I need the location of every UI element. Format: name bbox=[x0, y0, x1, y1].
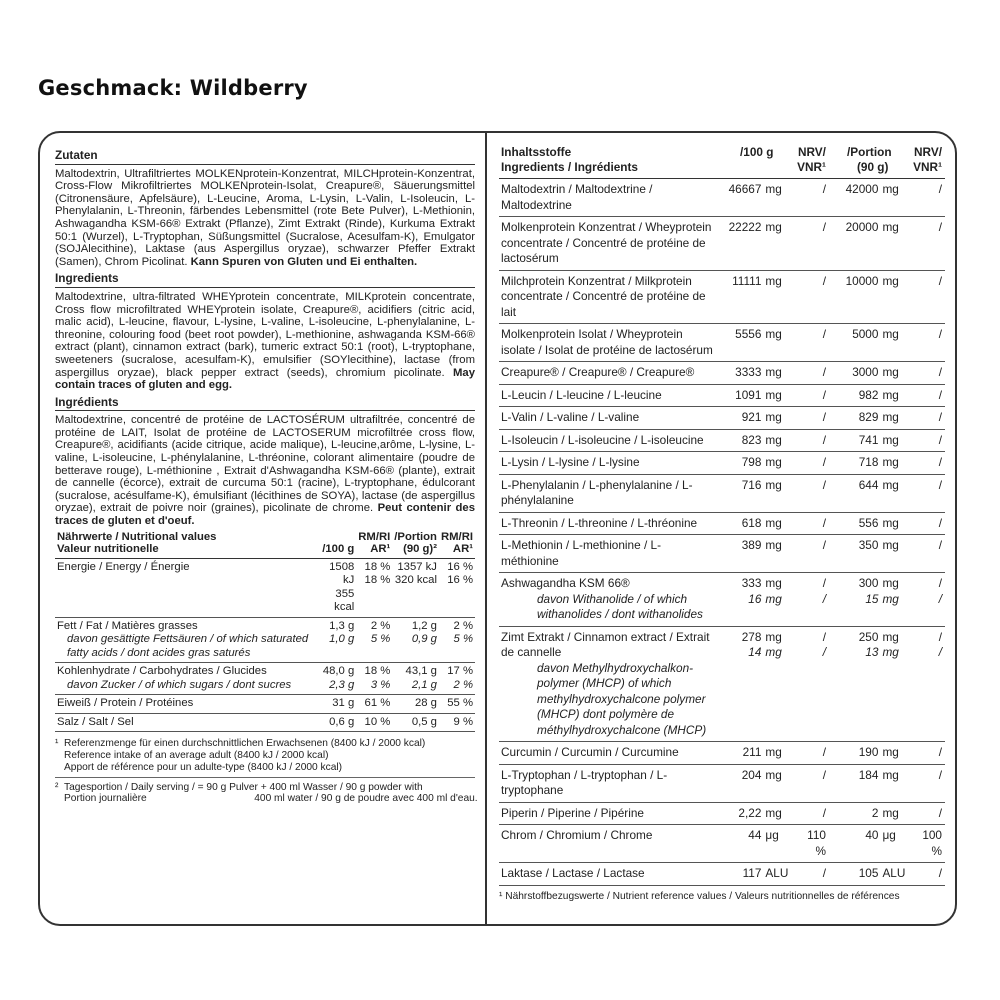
ingredients-amount-table bbox=[499, 145, 945, 886]
ingredient-amount-row: Laktase / Lactase / Lactase 117 ALU / 105 ALU / bbox=[499, 863, 945, 886]
ingredients-fr-text: Maltodextrine, concentré de protéine de LACTOSÉRUM ultrafiltrée, concentré de protéine de LAIT, Isolat de protéine de LACTOSERUM microfiltrée cross flow, Creapure®, acidifiants (acide citrique, acide malique), L-leucine,arôme, L-lysine, L-valine, L-isoleucine, L-phénylalanine, L-thréonine, colorant alimentaire (poudre de betterave rouge), L-méthionine , Extrait d'Ashwagandha KSM-66® (plante), extrait de cannelle (écorce), extrait de curcuma 50:1 (racine), L-tryptophane, édulcorant (sucralose, acésulfame-K), émulsifiant (lécithines de SOYA), lactase (de aspergillus oryzae), extrait de poivre noir (graines), picolinate de chrome. Peut contenir des traces de gluten et d'oeuf. bbox=[55, 414, 475, 528]
ingredients-fr-heading: Ingrédients bbox=[55, 395, 475, 412]
flavour-title: Geschmack: Wildberry bbox=[38, 76, 308, 100]
ingredient-amount-row: Chrom / Chromium / Chrome 44 μg 110 % 40 μg 100 % bbox=[499, 825, 945, 863]
nutrition-table bbox=[55, 531, 475, 733]
left-column bbox=[55, 148, 478, 805]
nutrition-row: Kohlenhydrate / Carbohydrates / Glucides davon Zucker / of which sugars / dont sucres 48,0 g 2,3 g 18 % 3 % 43,1 g 2,1 g 17 % 2 % bbox=[55, 663, 475, 695]
ingredient-amount-row: Zimt Extrakt / Cinnamon extract / Extrait de cannelle davon Methylhydroxychalkon-polymer (MHCP) of which methylhydroxychalcone polymer (MHCP) dont polymère de méthylhydroxychalcone (MHCP) 278 14 mg mg / / 250 13 mg mg / / bbox=[499, 626, 945, 742]
ingredients-text: Maltodextrine, ultra-filtrated WHEYprotein concentrate, MILKprotein concentrate, Cross flow microfiltrated WHEYprotein isolate, Creapure®, acidifiers (citric acid, malic acid), L-leucine, flavour, L-lysine, L-valine, L-isoleucine, L-phenylalanine, L-threonine, colouring food (beet root powder), L-methionine, ashwaganda KSM-66® extract (plant), cinnamon extract (bark), tumeric extract 50:1 (root), L-tryptophane, sweeteners (sucralose, acesulfam-K), emulsifier (SOYlecithine), lactase (from aspergillus oryzae), black pepper extract (seeds), chromium picolinate. May contain traces of gluten and egg. bbox=[55, 290, 475, 392]
label-panel bbox=[38, 131, 957, 926]
ingredient-amount-row: L-Leucin / L-leucine / L-leucine 1091 mg / 982 mg / bbox=[499, 384, 945, 407]
nutrition-row: Energie / Energy / Énergie 1508 kJ 355 kcal 18 % 18 % 1357 kJ 320 kcal 16 % 16 % bbox=[55, 558, 475, 617]
ingredient-amount-row: L-Phenylalanin / L-phenylalanine / L-phénylalanine 716 mg / 644 mg / bbox=[499, 474, 945, 512]
nutrition-row: Salz / Salt / Sel 0,6 g 10 % 0,5 g 9 % bbox=[55, 713, 475, 732]
nutrition-row: Eiweiß / Protein / Protéines 31 g 61 % 28 g 55 % bbox=[55, 695, 475, 714]
ingredient-amount-row: Piperin / Piperine / Pipérine 2,22 mg / 2 mg / bbox=[499, 802, 945, 825]
right-column bbox=[499, 145, 945, 902]
ingredient-amount-row: L-Tryptophan / L-tryptophan / L-tryptophane 204 mg / 184 mg / bbox=[499, 764, 945, 802]
ingredient-amount-row: L-Isoleucin / L-isoleucine / L-isoleucine 823 mg / 741 mg / bbox=[499, 429, 945, 452]
ingredient-amount-row: L-Methionin / L-methionine / L-méthionine 389 mg / 350 mg / bbox=[499, 535, 945, 573]
ingredient-amount-row: Maltodextrin / Maltodextrine / Maltodextrine 46667 mg / 42000 mg / bbox=[499, 179, 945, 217]
nutrition-header: Nährwerte / Nutritional values Valeur nutritionelle /100 g RM/RI AR¹ /Portion (90 g)² RM/RI AR¹ bbox=[55, 531, 475, 559]
ingredient-amount-row: Molkenprotein Konzentrat / Wheyprotein concentrate / Concentré de protéine de lactosérum 22222 mg / 20000 mg / bbox=[499, 217, 945, 271]
zutaten-text: Maltodextrin, Ultrafiltriertes MOLKENprotein-Konzentrat, MILCHprotein-Konzentrat, Cross-Flow Mikrofiltriertes MOLKENprotein-Isolat, Creapure®, Säuerungsmittel (Citronensäure, Apfelsäure), L-Leucine, Aroma, L-Lysin, L-Valin, L-Isoleucin, L-Phenylalanin, L-Threonin, färbendes Lebensmittel (rote Bete Pulver), L-Methionin, Ashwagandha KSM-66® Extrakt (Pflanze), Zimt Extrakt (Rinde), Kurkuma Extrakt 50:1 (Wurzel), L-Tryptophan, Süßungsmittel (Sucralose, Acesulfam-K), Emulgator (SOJAlecithine), Laktase (aus Aspergillus oryzae), schwarzer Pfeffer Extrakt (Samen), Chrom Picolinat. Kann Spuren von Gluten und Ei enthalten. bbox=[55, 167, 475, 268]
ingredient-amount-row: L-Valin / L-valine / L-valine 921 mg / 829 mg / bbox=[499, 407, 945, 430]
nutrition-row: Fett / Fat / Matières grasses davon gesättigte Fettsäuren / of which saturated fatty acids / dont acides gras saturés 1,3 g 1,0 g 2 % 5 % 1,2 g 0,9 g 2 % 5 % bbox=[55, 617, 475, 663]
ingredient-amount-row: Creapure® / Creapure® / Creapure® 3333 mg / 3000 mg / bbox=[499, 362, 945, 385]
ingredient-amount-row: Ashwagandha KSM 66® davon Withanolide / of which withanolides / dont withanolides 333 16 mg mg / / 300 15 mg mg / / bbox=[499, 573, 945, 627]
zutaten-heading: Zutaten bbox=[55, 148, 475, 165]
ingredients-heading: Ingredients bbox=[55, 271, 475, 288]
ingredients-amount-header: Inhaltsstoffe Ingredients / Ingrédients /100 g NRV/ VNR¹ /Portion (90 g) NRV/ VNR¹ bbox=[499, 145, 945, 179]
nutrition-footnotes bbox=[55, 738, 478, 805]
nrv-footnote: ¹ Nährstoffbezugswerte / Nutrient reference values / Valeurs nutritionnelles de références bbox=[499, 890, 900, 902]
ingredient-amount-row: L-Lysin / L-lysine / L-lysine 798 mg / 718 mg / bbox=[499, 452, 945, 475]
ingredient-amount-row: L-Threonin / L-threonine / L-thréonine 618 mg / 556 mg / bbox=[499, 512, 945, 535]
ingredient-amount-row: Molkenprotein Isolat / Wheyprotein isolate / Isolat de protéine de lactosérum 5556 mg / 5000 mg / bbox=[499, 324, 945, 362]
ingredient-amount-row: Milchprotein Konzentrat / Milkprotein concentrate / Concentré de protéine de lait 11111 mg / 10000 mg / bbox=[499, 270, 945, 324]
footnote-2: ² Tagesportion / Daily serving / = 90 g Pulver + 400 ml Wasser / 90 g powder with Portion journalière 400 ml water / 90 g de poudre avec 400 ml d'eau. bbox=[55, 781, 478, 805]
footnote-1: ¹ Referenzmenge für einen durchschnittlichen Erwachsenen (8400 kJ / 2000 kcal) Reference intake of an average adult (8400 kJ / 2000 kcal) Apport de référence pour un adulte-type (8400 kJ / 2000 kcal) bbox=[55, 738, 426, 773]
column-divider bbox=[485, 133, 487, 924]
ingredient-amount-row: Curcumin / Curcumin / Curcumine 211 mg / 190 mg / bbox=[499, 742, 945, 765]
